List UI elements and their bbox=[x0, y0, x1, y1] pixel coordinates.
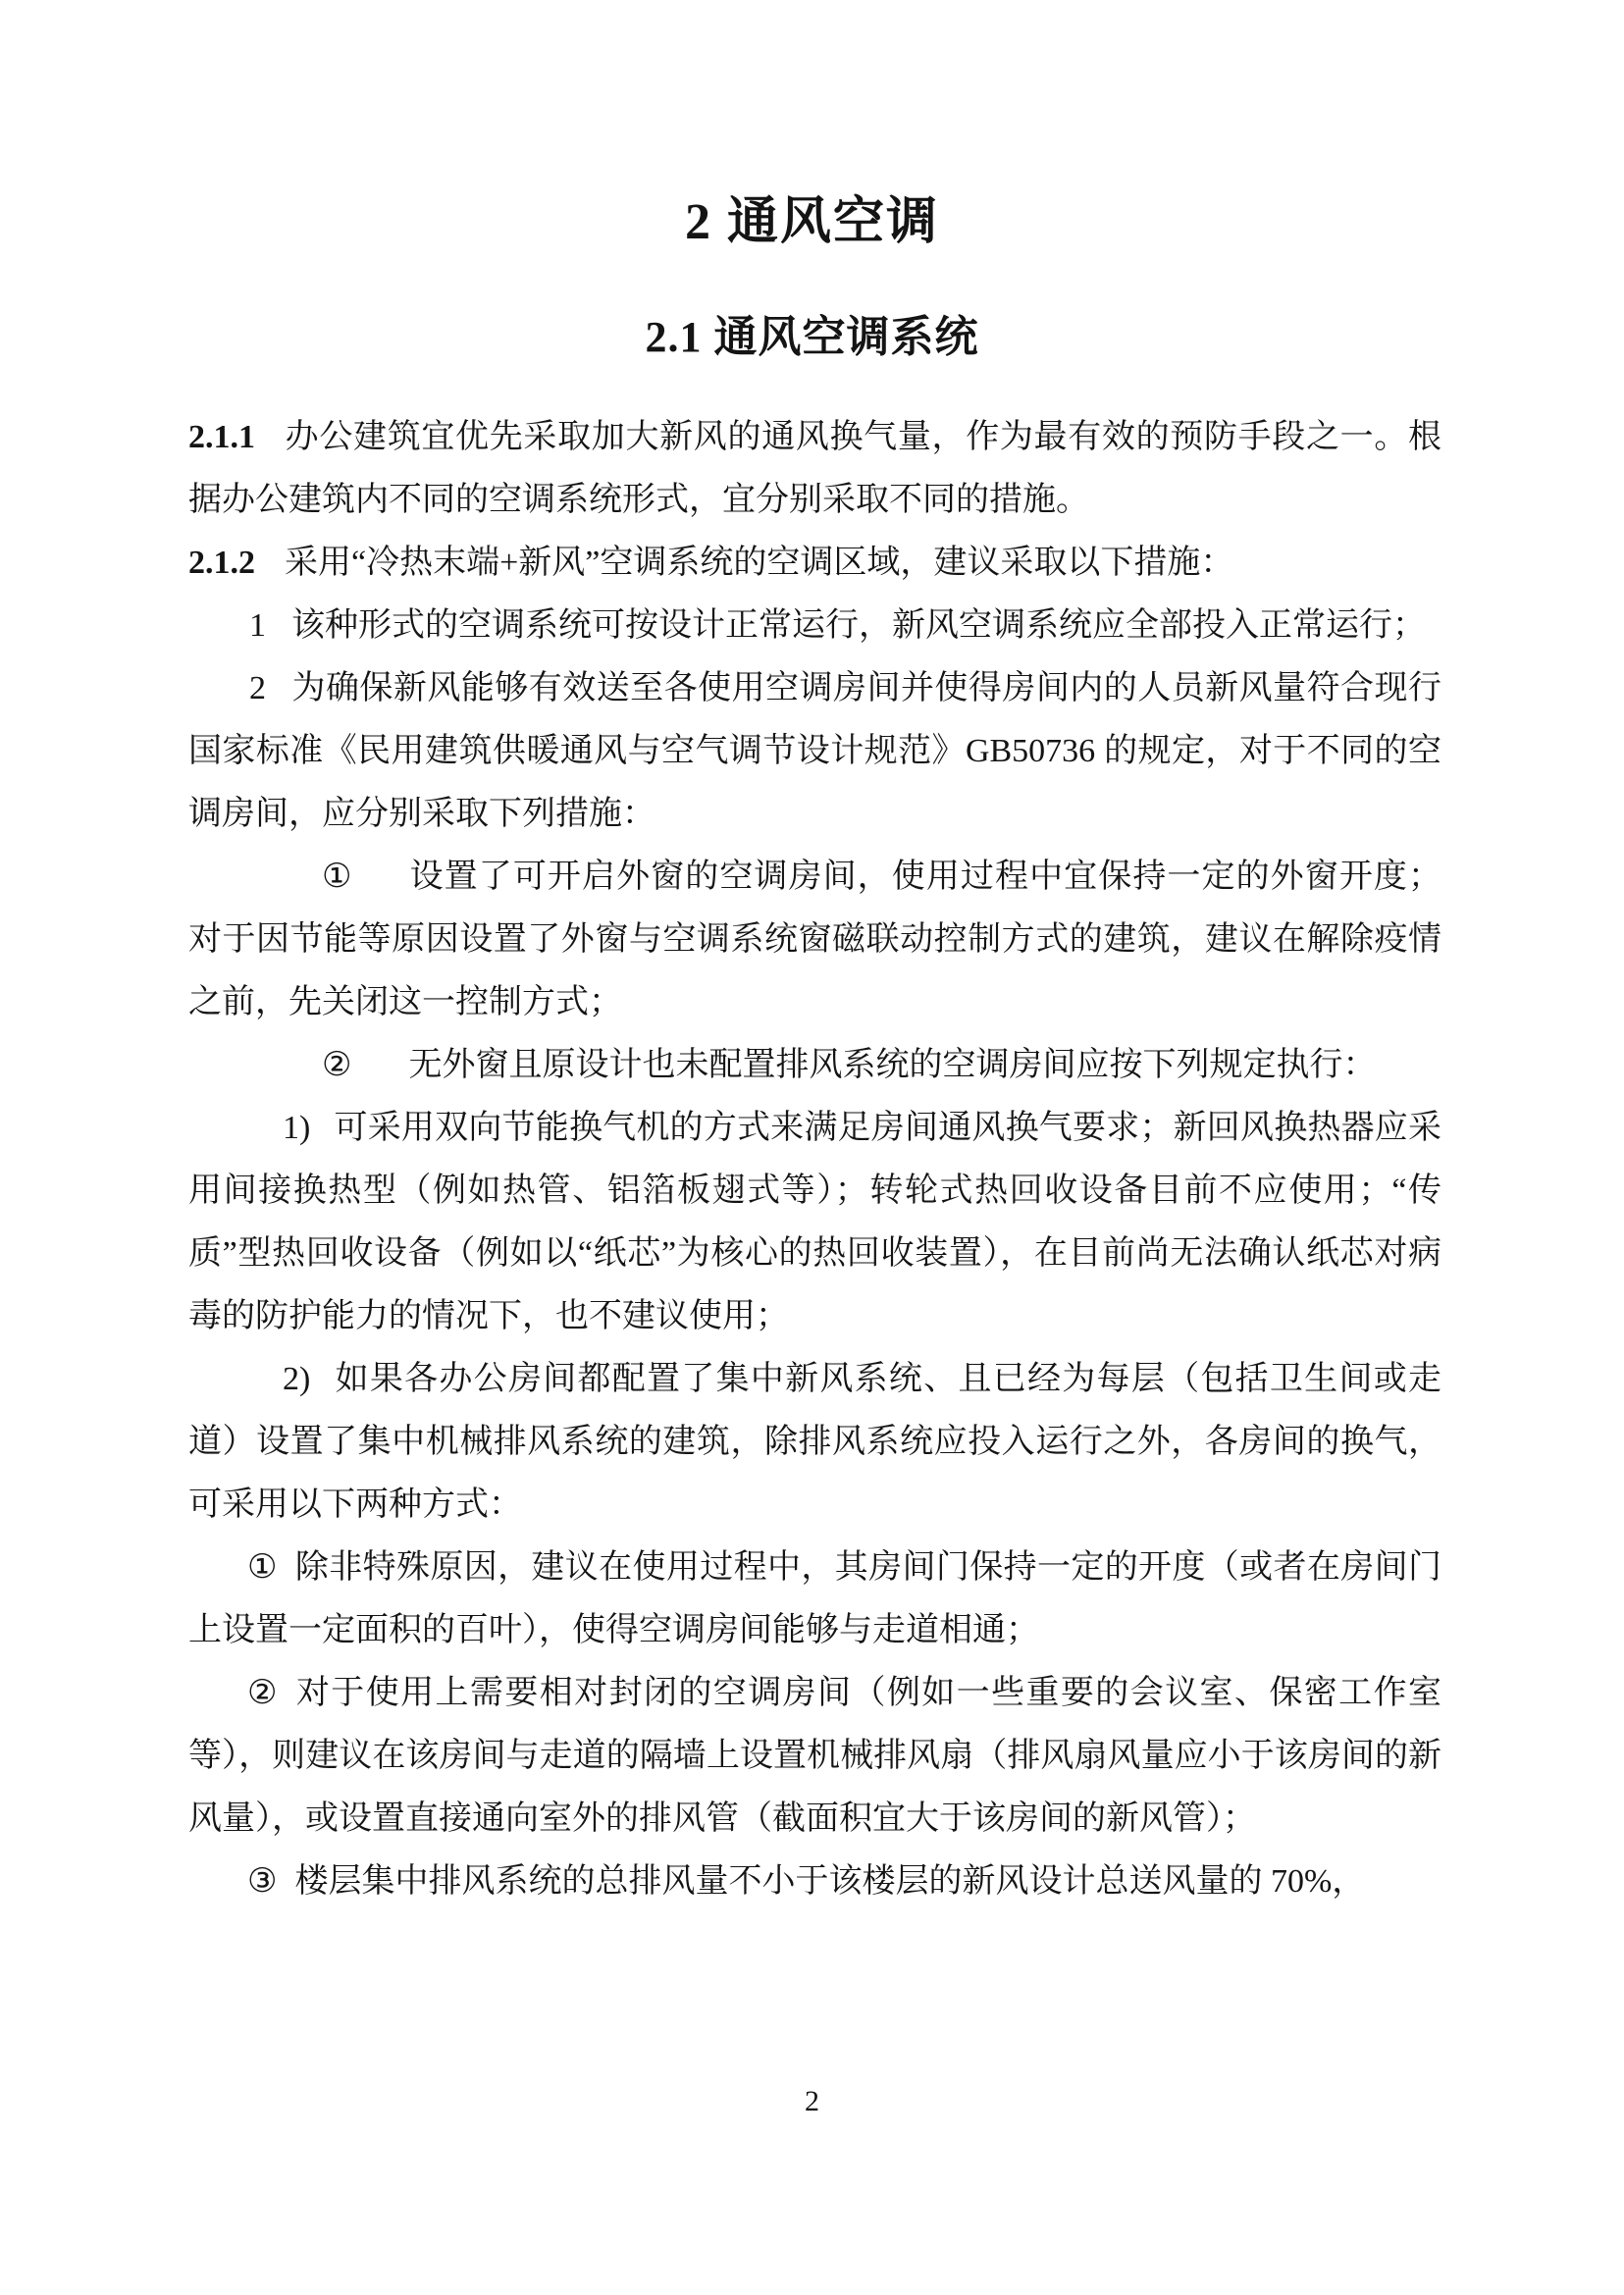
paragraph-text: 无外窗且原设计也未配置排风系统的空调房间应按下列规定执行： bbox=[408, 1047, 1377, 1083]
sub-list-item-1 bbox=[188, 1097, 1441, 1348]
list-marker: 1 bbox=[249, 607, 266, 644]
paragraph-text: 对于使用上需要相对封闭的空调房间（例如一些重要的会议室、保密工作室等），则建议在该房间与走道的隔墙上设置机械排风扇（排风扇风量应小于该房间的新风量），或设置直接通向室外的排风管（截面积宜大于该房间的新风管）； bbox=[188, 1675, 1441, 1837]
circled-number-marker: ③ bbox=[247, 1863, 278, 1900]
paragraph-text: 楼层集中排风系统的总排风量不小于该楼层的新风设计总送风量的 70%， bbox=[294, 1863, 1366, 1900]
paragraph-text: 除非特殊原因，建议在使用过程中，其房间门保持一定的开度（或者在房间门上设置一定面积的百叶），使得空调房间能够与走道相通； bbox=[188, 1549, 1442, 1648]
list-item-2 bbox=[188, 657, 1441, 846]
section-title: 2.1 通风空调系统 bbox=[645, 313, 979, 361]
document-body bbox=[188, 406, 1441, 1913]
circled-item-3 bbox=[188, 1537, 1441, 1662]
paragraph-2-1-1 bbox=[188, 406, 1441, 532]
clause-number: 2.1.2 bbox=[188, 545, 255, 581]
circled-item-1 bbox=[188, 846, 1441, 1034]
page-number: 2 bbox=[805, 2085, 819, 2117]
circled-item-4 bbox=[188, 1662, 1441, 1851]
clause-number: 2.1.1 bbox=[188, 419, 255, 455]
circled-item-2 bbox=[188, 1034, 1441, 1097]
paragraph-text: 如果各办公房间都配置了集中新风系统、且已经为每层（包括卫生间或走道）设置了集中机械排风系统的建筑，除排风系统应投入运行之外，各房间的换气，可采用以下两种方式： bbox=[188, 1361, 1441, 1523]
list-marker: 2) bbox=[283, 1361, 311, 1397]
paragraph-text: 该种形式的空调系统可按设计正常运行，新风空调系统应全部投入正常运行； bbox=[291, 607, 1426, 644]
list-item-1 bbox=[188, 595, 1441, 657]
list-marker: 2 bbox=[249, 670, 266, 706]
circled-number-marker: ① bbox=[247, 1549, 278, 1586]
paragraph-2-1-2 bbox=[188, 532, 1441, 595]
circled-number-marker: ② bbox=[247, 1675, 279, 1711]
paragraph-text: 采用“冷热末端+新风”空调系统的空调区域，建议采取以下措施： bbox=[285, 545, 1234, 581]
paragraph-text: 可采用双向节能换气机的方式来满足房间通风换气要求；新回风换热器应采用间接换热型（例如热管、铝箔板翅式等）；转轮式热回收设备目前不应使用；“传质”型热回收设备（例如以“纸芯”为核心的热回收装置），在目前尚无法确认纸芯对病毒的防护能力的情况下，也不建议使用； bbox=[188, 1110, 1441, 1334]
paragraph-text: 设置了可开启外窗的空调房间，使用过程中宜保持一定的外窗开度；对于因节能等原因设置了外窗与空调系统窗磁联动控制方式的建筑，建议在解除疫情之前，先关闭这一控制方式； bbox=[188, 859, 1442, 1020]
paragraph-text: 办公建筑宜优先采取加大新风的通风换气量，作为最有效的预防手段之一。根据办公建筑内不同的空调系统形式，宜分别采取不同的措施。 bbox=[188, 419, 1441, 518]
sub-list-item-2 bbox=[188, 1348, 1441, 1537]
circled-number-marker: ① bbox=[322, 859, 353, 895]
list-marker: 1) bbox=[283, 1110, 311, 1146]
circled-item-5 bbox=[188, 1851, 1441, 1913]
paragraph-text: 为确保新风能够有效送至各使用空调房间并使得房间内的人员新风量符合现行国家标准《民用建筑供暖通风与空气调节设计规范》GB50736 的规定，对于不同的空调房间，应分别采取下列措施： bbox=[188, 670, 1441, 832]
chapter-title: 2 通风空调 bbox=[684, 194, 939, 250]
circled-number-marker: ② bbox=[322, 1047, 352, 1083]
